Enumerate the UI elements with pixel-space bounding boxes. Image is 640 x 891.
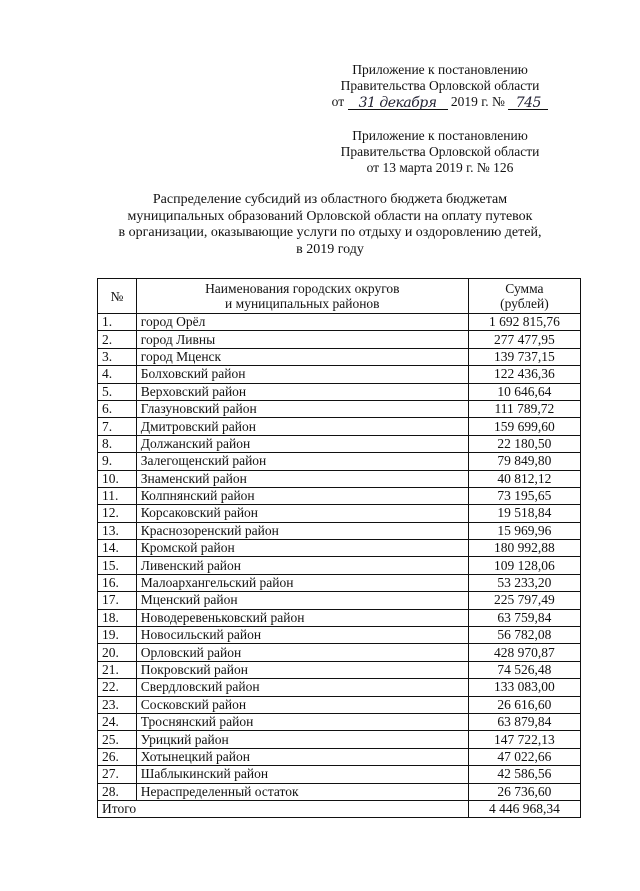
total-label: Итого [98,800,469,817]
row-number: 14. [98,540,137,557]
row-number: 19. [98,627,137,644]
table-row [98,366,581,383]
table-row [98,679,581,696]
row-sum: 74 526,48 [468,661,580,678]
row-number: 8. [98,435,137,452]
table-row [98,383,581,400]
table-row [98,644,581,661]
row-name: Малоархангельский район [136,574,468,591]
table-row [98,400,581,417]
header-name-line-1: Наименования городских округов [205,281,400,296]
total-row [98,800,581,817]
row-sum: 1 692 815,76 [468,314,580,331]
row-name: Корсаковский район [136,505,468,522]
table-row [98,348,581,365]
table-row [98,487,581,504]
table-row [98,592,581,609]
subsidy-table [97,278,581,818]
row-name: Глазуновский район [136,400,468,417]
row-number: 5. [98,383,137,400]
prev-appendix-line-2: Правительства Орловской области [340,144,540,159]
table-row [98,748,581,765]
row-sum: 139 737,15 [468,348,580,365]
header-name-line-2: и муниципальных районов [225,296,380,311]
row-name: Троснянский район [136,713,468,730]
row-sum: 15 969,96 [468,522,580,539]
row-sum: 47 022,66 [468,748,580,765]
row-name: Колпнянский район [136,487,468,504]
row-number: 15. [98,557,137,574]
table-row [98,574,581,591]
row-name: Кромской район [136,540,468,557]
row-name: Новодеревеньковский район [136,609,468,626]
row-number: 9. [98,453,137,470]
table-row [98,453,581,470]
year-label: 2019 г. № [450,94,505,109]
row-sum: 111 789,72 [468,400,580,417]
row-number: 4. [98,366,137,383]
row-name: Залегощенский район [136,453,468,470]
row-number: 22. [98,679,137,696]
table-row [98,661,581,678]
row-sum: 180 992,88 [468,540,580,557]
number-underline [508,94,548,110]
row-name: Краснозоренский район [136,522,468,539]
row-sum: 225 797,49 [468,592,580,609]
document-title [100,192,560,258]
row-name: Свердловский район [136,679,468,696]
table-row [98,314,581,331]
table-row [98,713,581,730]
row-sum: 42 586,56 [468,766,580,783]
row-number: 2. [98,331,137,348]
row-sum: 73 195,65 [468,487,580,504]
row-name: Новосильский район [136,627,468,644]
table-row [98,609,581,626]
row-number: 1. [98,314,137,331]
date-underline [348,94,448,110]
title-line-1: Распределение субсидий из областного бюджета бюджетам [152,192,508,207]
row-number: 25. [98,731,137,748]
row-name: город Мценск [136,348,468,365]
row-sum: 26 616,60 [468,696,580,713]
row-number: 6. [98,400,137,417]
table-row [98,627,581,644]
row-name: Должанский район [136,435,468,452]
row-number: 17. [98,592,137,609]
table-row [98,731,581,748]
row-name: Болховский район [136,366,468,383]
row-name: город Орёл [136,314,468,331]
prev-appendix-line-3: от 13 марта 2019 г. № 126 [366,160,514,175]
row-sum: 56 782,08 [468,627,580,644]
header-sum-line-1: Сумма [505,281,544,296]
row-name: Мценский район [136,592,468,609]
handwritten-number: 745 [515,95,541,111]
row-number: 13. [98,522,137,539]
row-sum: 79 849,80 [468,453,580,470]
row-sum: 63 759,84 [468,609,580,626]
previous-appendix-header [300,128,580,176]
row-number: 24. [98,713,137,730]
table-row [98,331,581,348]
appendix-line-1: Приложение к постановлению [352,62,528,77]
row-number: 20. [98,644,137,661]
row-sum: 133 083,00 [468,679,580,696]
row-sum: 10 646,64 [468,383,580,400]
row-number: 12. [98,505,137,522]
table-row [98,696,581,713]
row-name: Орловский район [136,644,468,661]
title-line-2: муниципальных образований Орловской области на оплату путевок [127,208,533,224]
row-name: город Ливны [136,331,468,348]
row-sum: 277 477,95 [468,331,580,348]
header-name [136,279,468,314]
table-row [98,435,581,452]
row-name: Верховский район [136,383,468,400]
row-name: Урицкий район [136,731,468,748]
title-line-3: в организации, оказывающие услуги по отдыху и оздоровлению детей, [118,225,542,240]
total-sum: 4 446 968,34 [468,800,580,817]
row-sum: 22 180,50 [468,435,580,452]
row-sum: 40 812,12 [468,470,580,487]
table-row [98,522,581,539]
appendix-date-line [300,94,580,112]
row-name: Нераспределенный остаток [136,783,468,800]
date-prefix: от [331,94,345,109]
row-number: 27. [98,766,137,783]
row-number: 3. [98,348,137,365]
table-row [98,418,581,435]
row-number: 18. [98,609,137,626]
row-name: Шаблыкинский район [136,766,468,783]
row-name: Хотынецкий район [136,748,468,765]
table-row [98,505,581,522]
row-number: 16. [98,574,137,591]
row-number: 21. [98,661,137,678]
title-line-4: в 2019 году [296,241,364,257]
row-number: 23. [98,696,137,713]
row-sum: 26 736,60 [468,783,580,800]
row-sum: 428 970,87 [468,644,580,661]
header-number: № [98,279,137,314]
row-name: Дмитровский район [136,418,468,435]
table-row [98,557,581,574]
appendix-line-2: Правительства Орловской области [340,78,540,93]
table-row [98,540,581,557]
header-sum-line-2: (рублей) [500,296,549,311]
row-name: Сосковский район [136,696,468,713]
row-name: Знаменский район [136,470,468,487]
row-number: 10. [98,470,137,487]
row-sum: 122 436,36 [468,366,580,383]
row-sum: 159 699,60 [468,418,580,435]
row-sum: 63 879,84 [468,713,580,730]
table-row [98,783,581,800]
row-number: 28. [98,783,137,800]
table-row [98,470,581,487]
row-sum: 53 233,20 [468,574,580,591]
table-row [98,766,581,783]
row-sum: 147 722,13 [468,731,580,748]
row-number: 26. [98,748,137,765]
row-sum: 109 128,06 [468,557,580,574]
row-name: Покровский район [136,661,468,678]
prev-appendix-line-1: Приложение к постановлению [352,128,528,143]
row-sum: 19 518,84 [468,505,580,522]
row-number: 11. [98,487,137,504]
header-sum [468,279,580,314]
row-number: 7. [98,418,137,435]
current-appendix-header [300,62,580,112]
row-name: Ливенский район [136,557,468,574]
handwritten-date: 31 декабря [358,95,437,111]
table-header-row [98,279,581,314]
